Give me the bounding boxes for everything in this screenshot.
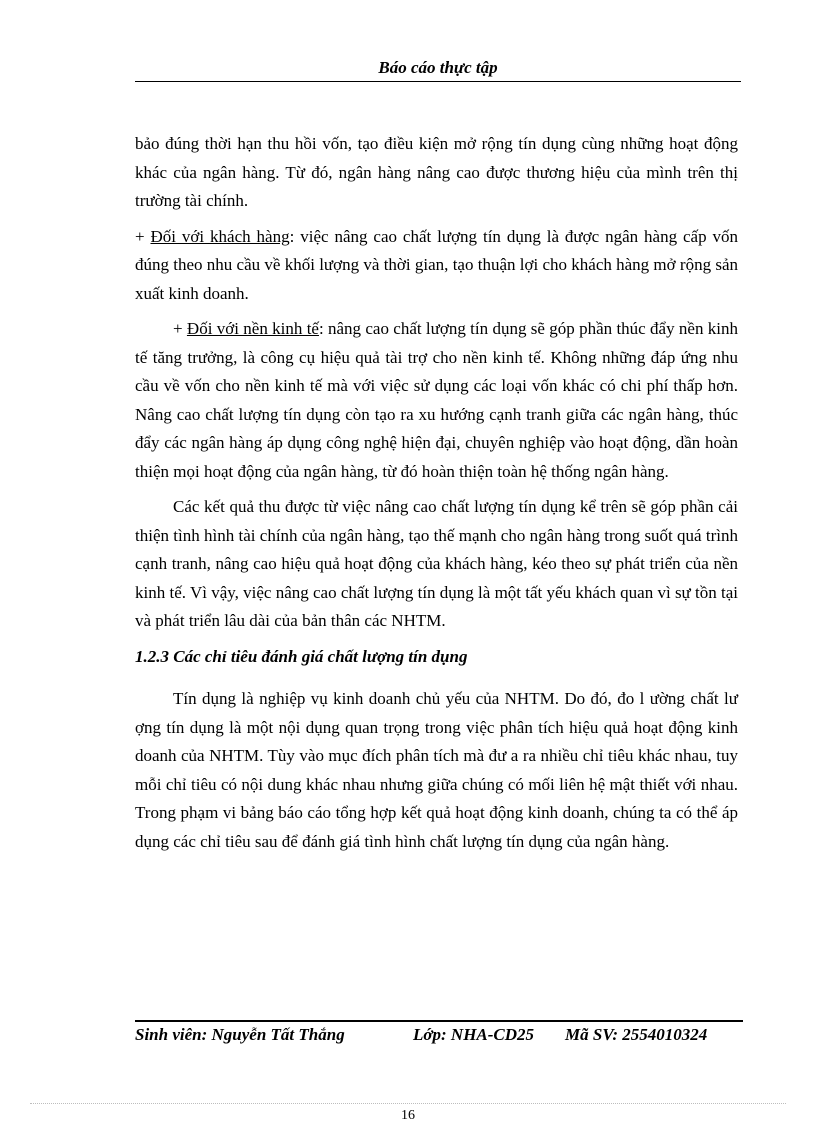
page-number-divider — [30, 1103, 786, 1104]
page-footer — [135, 1025, 743, 1045]
paragraph-1: bảo đúng thời hạn thu hồi vốn, tạo điều kiện mở rộng tín dụng cùng những hoạt động khác của ngân hàng. Từ đó, ngân hàng nâng cao được thương hiệu của mình trên thị trường tài chính. — [135, 134, 738, 210]
bullet-marker: + — [135, 226, 151, 246]
economy-label: Đối với nền kinh tế — [186, 319, 319, 338]
section-heading: 1.2.3 Các chỉ tiêu đánh giá chất lượng tín dụng — [135, 646, 468, 666]
economy-text: : nâng cao chất lượng tín dụng sẽ góp phần thúc đẩy nền kinh tế tăng trưởng, là công cụ hiệu quả tài trợ cho nền kinh tế. Không những đáp ứng nhu cầu về vốn cho nền kinh tế mà với việc sử dụng các loại vốn khác có chi phí thấp hơn. Nâng cao chất lượng tín dụng còn tạo ra xu hướng cạnh tranh giữa các ngân hàng, thúc đẩy các ngân hàng áp dụng công nghệ hiện đại, chuyên nghiệp vào hoạt động, dần hoàn thiện mọi hoạt động của ngân hàng, từ đó hoàn thiện toàn hệ thống ngân hàng. — [135, 319, 739, 481]
page-header-title: Báo cáo thực tập — [378, 58, 498, 77]
paragraph-customers — [135, 223, 738, 309]
paragraph-results: Các kết quả thu được từ việc nâng cao chất lượng tín dụng kể trên sẽ góp phần cải thiện tình hình tài chính của ngân hàng, tạo thế mạnh cho ngân hàng trong suốt quá trình cạnh tranh, nâng cao hiệu quả hoạt động của khách hàng, kéo theo sự phát triển của nền kinh tế. Vì vậy, việc nâng cao chất lượng tín dụng là một tất yếu khách quan vì sự tồn tại và phát triển lâu dài của bản thân các NHTM. — [135, 497, 738, 630]
customers-label: Đối với khách hàng — [150, 226, 290, 246]
footer-student: Sinh viên: Nguyễn Tất Thắng — [135, 1025, 345, 1044]
footer-divider — [135, 1020, 743, 1022]
paragraph-economy — [135, 315, 738, 486]
page-number: 16 — [401, 1108, 415, 1123]
paragraph-indicators: Tín dụng là nghiệp vụ kinh doanh chủ yếu của NHTM. Do đó, đo l ường chất lư ợng tín dụng là một nội dụng quan trọng trong việc phân tích hiệu quả hoạt động kinh doanh của NHTM. Tùy vào mục đích phân tích mà đư a ra nhiều chỉ tiêu khác nhau, tuy mỗi chỉ tiêu có nội dung khác nhau nhưng giữa chúng có mối liên hệ mật thiết với nhau. Trong phạm vi bảng báo cáo tổng hợp kết quả hoạt động kinh doanh, chúng ta có thể áp dụng các chỉ tiêu sau để đánh giá tình hình chất lượng tín dụng của ngân hàng. — [135, 689, 738, 851]
footer-class: Lớp: NHA-CD25 — [413, 1025, 535, 1044]
bullet-marker: + — [173, 319, 187, 338]
document-body — [135, 130, 738, 863]
header-divider — [135, 81, 741, 82]
footer-student-id: Mã SV: 2554010324 — [565, 1025, 708, 1044]
customers-text: : việc nâng cao chất lượng tín dụng là được ngân hàng cấp vốn đúng theo nhu cầu về khối lượng và thời gian, tạo thuận lợi cho khách hàng mở rộng sản xuất kinh doanh. — [135, 226, 738, 303]
